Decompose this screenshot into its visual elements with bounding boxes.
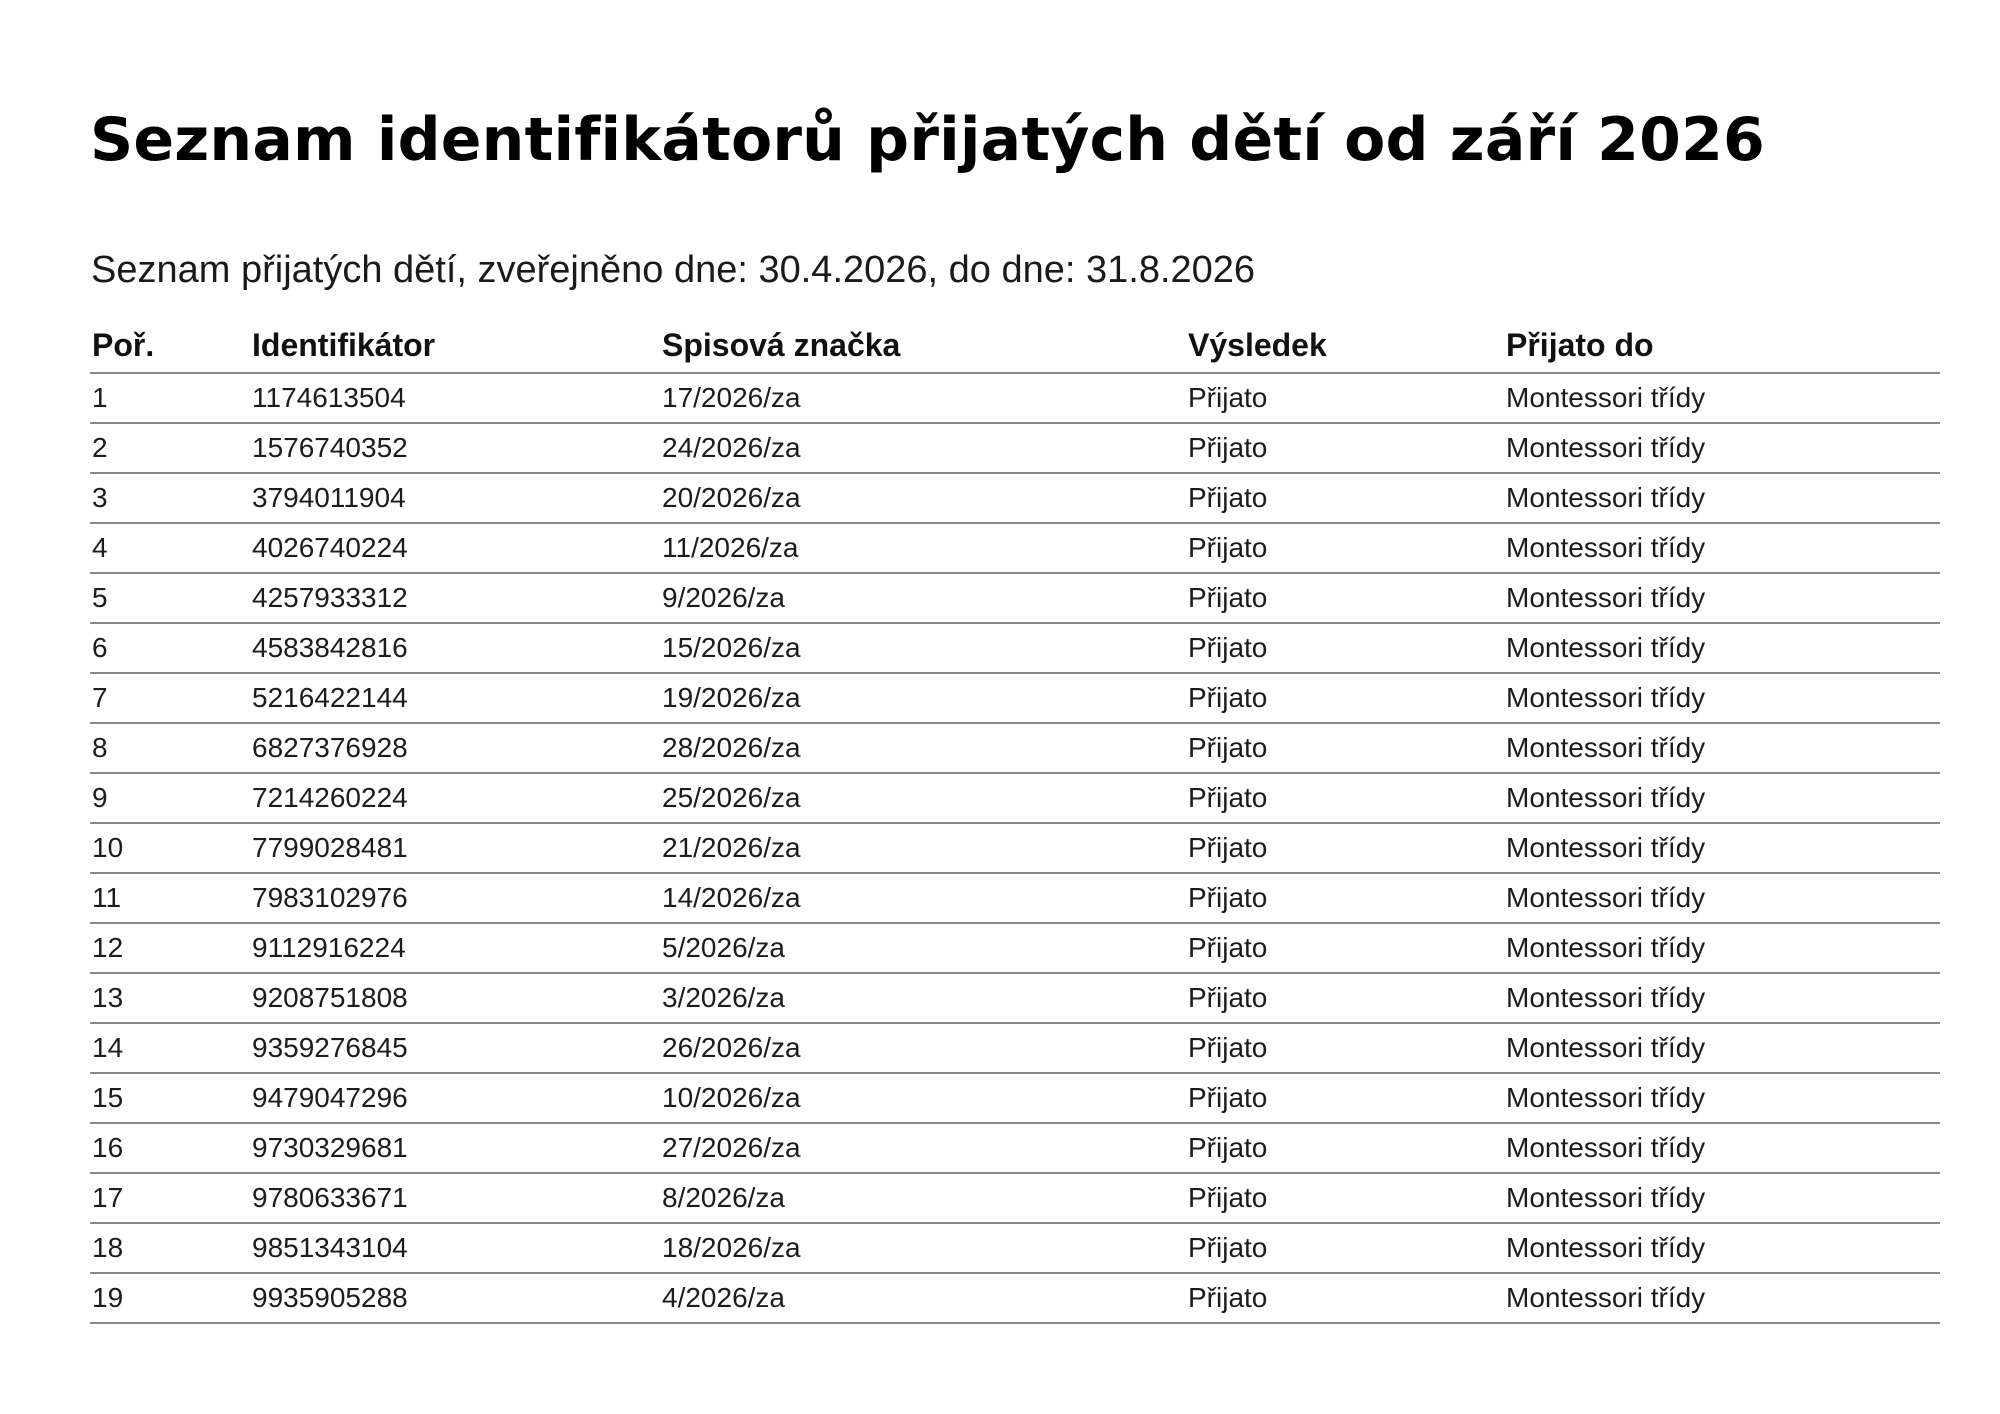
cell-admitted-to: Montessori třídy [1504,373,1940,423]
cell-result: Přijato [1186,1123,1504,1173]
cell-result: Přijato [1186,1173,1504,1223]
cell-order: 13 [90,973,250,1023]
cell-admitted-to: Montessori třídy [1504,773,1940,823]
cell-result: Přijato [1186,723,1504,773]
cell-result: Přijato [1186,523,1504,573]
table-row [90,523,1940,573]
admissions-table [90,318,1940,1324]
cell-file-reference: 28/2026/za [660,723,1186,773]
cell-identifier: 1174613504 [250,373,660,423]
cell-order: 7 [90,673,250,723]
cell-admitted-to: Montessori třídy [1504,923,1940,973]
table-row [90,373,1940,423]
cell-file-reference: 14/2026/za [660,873,1186,923]
cell-file-reference: 25/2026/za [660,773,1186,823]
cell-result: Přijato [1186,973,1504,1023]
table-row [90,873,1940,923]
cell-admitted-to: Montessori třídy [1504,673,1940,723]
cell-identifier: 1576740352 [250,423,660,473]
cell-file-reference: 11/2026/za [660,523,1186,573]
table-row [90,573,1940,623]
cell-result: Přijato [1186,1223,1504,1273]
cell-result: Přijato [1186,873,1504,923]
cell-file-reference: 15/2026/za [660,623,1186,673]
cell-order: 19 [90,1273,250,1323]
table-row [90,723,1940,773]
cell-order: 11 [90,873,250,923]
cell-file-reference: 5/2026/za [660,923,1186,973]
cell-admitted-to: Montessori třídy [1504,873,1940,923]
cell-admitted-to: Montessori třídy [1504,1073,1940,1123]
cell-file-reference: 4/2026/za [660,1273,1186,1323]
cell-file-reference: 17/2026/za [660,373,1186,423]
cell-admitted-to: Montessori třídy [1504,723,1940,773]
cell-order: 15 [90,1073,250,1123]
list-subtitle: Seznam přijatých dětí, zveřejněno dne: 30.4.2026, do dne: 31.8.2026 [91,249,1256,291]
cell-identifier: 9479047296 [250,1073,660,1123]
cell-identifier: 9851343104 [250,1223,660,1273]
table-row [90,473,1940,523]
table-row [90,1123,1940,1173]
page-title: Seznam identifikátorů přijatých dětí od září 2026 [90,105,1765,175]
cell-admitted-to: Montessori třídy [1504,523,1940,573]
cell-identifier: 7799028481 [250,823,660,873]
cell-identifier: 4026740224 [250,523,660,573]
cell-order: 12 [90,923,250,973]
table-row [90,1173,1940,1223]
cell-order: 2 [90,423,250,473]
admissions-table-container [90,318,1940,1324]
cell-admitted-to: Montessori třídy [1504,423,1940,473]
header-order: Poř. [90,318,250,373]
cell-result: Přijato [1186,1073,1504,1123]
table-row [90,923,1940,973]
table-row [90,773,1940,823]
cell-file-reference: 19/2026/za [660,673,1186,723]
table-row [90,423,1940,473]
cell-admitted-to: Montessori třídy [1504,473,1940,523]
cell-admitted-to: Montessori třídy [1504,1123,1940,1173]
table-row [90,623,1940,673]
cell-admitted-to: Montessori třídy [1504,973,1940,1023]
cell-order: 5 [90,573,250,623]
table-row [90,1073,1940,1123]
cell-result: Přijato [1186,773,1504,823]
cell-file-reference: 20/2026/za [660,473,1186,523]
cell-file-reference: 10/2026/za [660,1073,1186,1123]
cell-file-reference: 8/2026/za [660,1173,1186,1223]
header-row [90,318,1940,373]
cell-order: 17 [90,1173,250,1223]
cell-identifier: 7214260224 [250,773,660,823]
table-row [90,823,1940,873]
cell-order: 14 [90,1023,250,1073]
cell-file-reference: 26/2026/za [660,1023,1186,1073]
cell-admitted-to: Montessori třídy [1504,1173,1940,1223]
cell-admitted-to: Montessori třídy [1504,1223,1940,1273]
header-result: Výsledek [1186,318,1504,373]
cell-admitted-to: Montessori třídy [1504,573,1940,623]
cell-identifier: 9359276845 [250,1023,660,1073]
cell-identifier: 9112916224 [250,923,660,973]
cell-identifier: 6827376928 [250,723,660,773]
cell-order: 10 [90,823,250,873]
table-row [90,1223,1940,1273]
cell-file-reference: 18/2026/za [660,1223,1186,1273]
table-row [90,1273,1940,1323]
cell-result: Přijato [1186,923,1504,973]
cell-identifier: 9730329681 [250,1123,660,1173]
cell-order: 6 [90,623,250,673]
cell-identifier: 5216422144 [250,673,660,723]
cell-result: Přijato [1186,423,1504,473]
cell-identifier: 4257933312 [250,573,660,623]
cell-identifier: 4583842816 [250,623,660,673]
cell-admitted-to: Montessori třídy [1504,823,1940,873]
cell-identifier: 9780633671 [250,1173,660,1223]
cell-order: 4 [90,523,250,573]
cell-order: 3 [90,473,250,523]
cell-order: 9 [90,773,250,823]
cell-order: 16 [90,1123,250,1173]
cell-file-reference: 21/2026/za [660,823,1186,873]
header-admitted-to: Přijato do [1504,318,1940,373]
cell-identifier: 9935905288 [250,1273,660,1323]
table-row [90,1023,1940,1073]
cell-admitted-to: Montessori třídy [1504,623,1940,673]
cell-result: Přijato [1186,1023,1504,1073]
cell-identifier: 7983102976 [250,873,660,923]
cell-admitted-to: Montessori třídy [1504,1023,1940,1073]
table-row [90,973,1940,1023]
cell-order: 1 [90,373,250,423]
cell-file-reference: 27/2026/za [660,1123,1186,1173]
table-body [90,373,1940,1323]
cell-result: Přijato [1186,673,1504,723]
cell-file-reference: 9/2026/za [660,573,1186,623]
cell-result: Přijato [1186,473,1504,523]
cell-result: Přijato [1186,1273,1504,1323]
header-file-reference: Spisová značka [660,318,1186,373]
cell-admitted-to: Montessori třídy [1504,1273,1940,1323]
cell-file-reference: 3/2026/za [660,973,1186,1023]
cell-result: Přijato [1186,623,1504,673]
cell-result: Přijato [1186,373,1504,423]
table-row [90,673,1940,723]
cell-identifier: 3794011904 [250,473,660,523]
cell-result: Přijato [1186,823,1504,873]
cell-file-reference: 24/2026/za [660,423,1186,473]
cell-identifier: 9208751808 [250,973,660,1023]
cell-result: Přijato [1186,573,1504,623]
cell-order: 8 [90,723,250,773]
cell-order: 18 [90,1223,250,1273]
header-identifier: Identifikátor [250,318,660,373]
table-header [90,318,1940,373]
